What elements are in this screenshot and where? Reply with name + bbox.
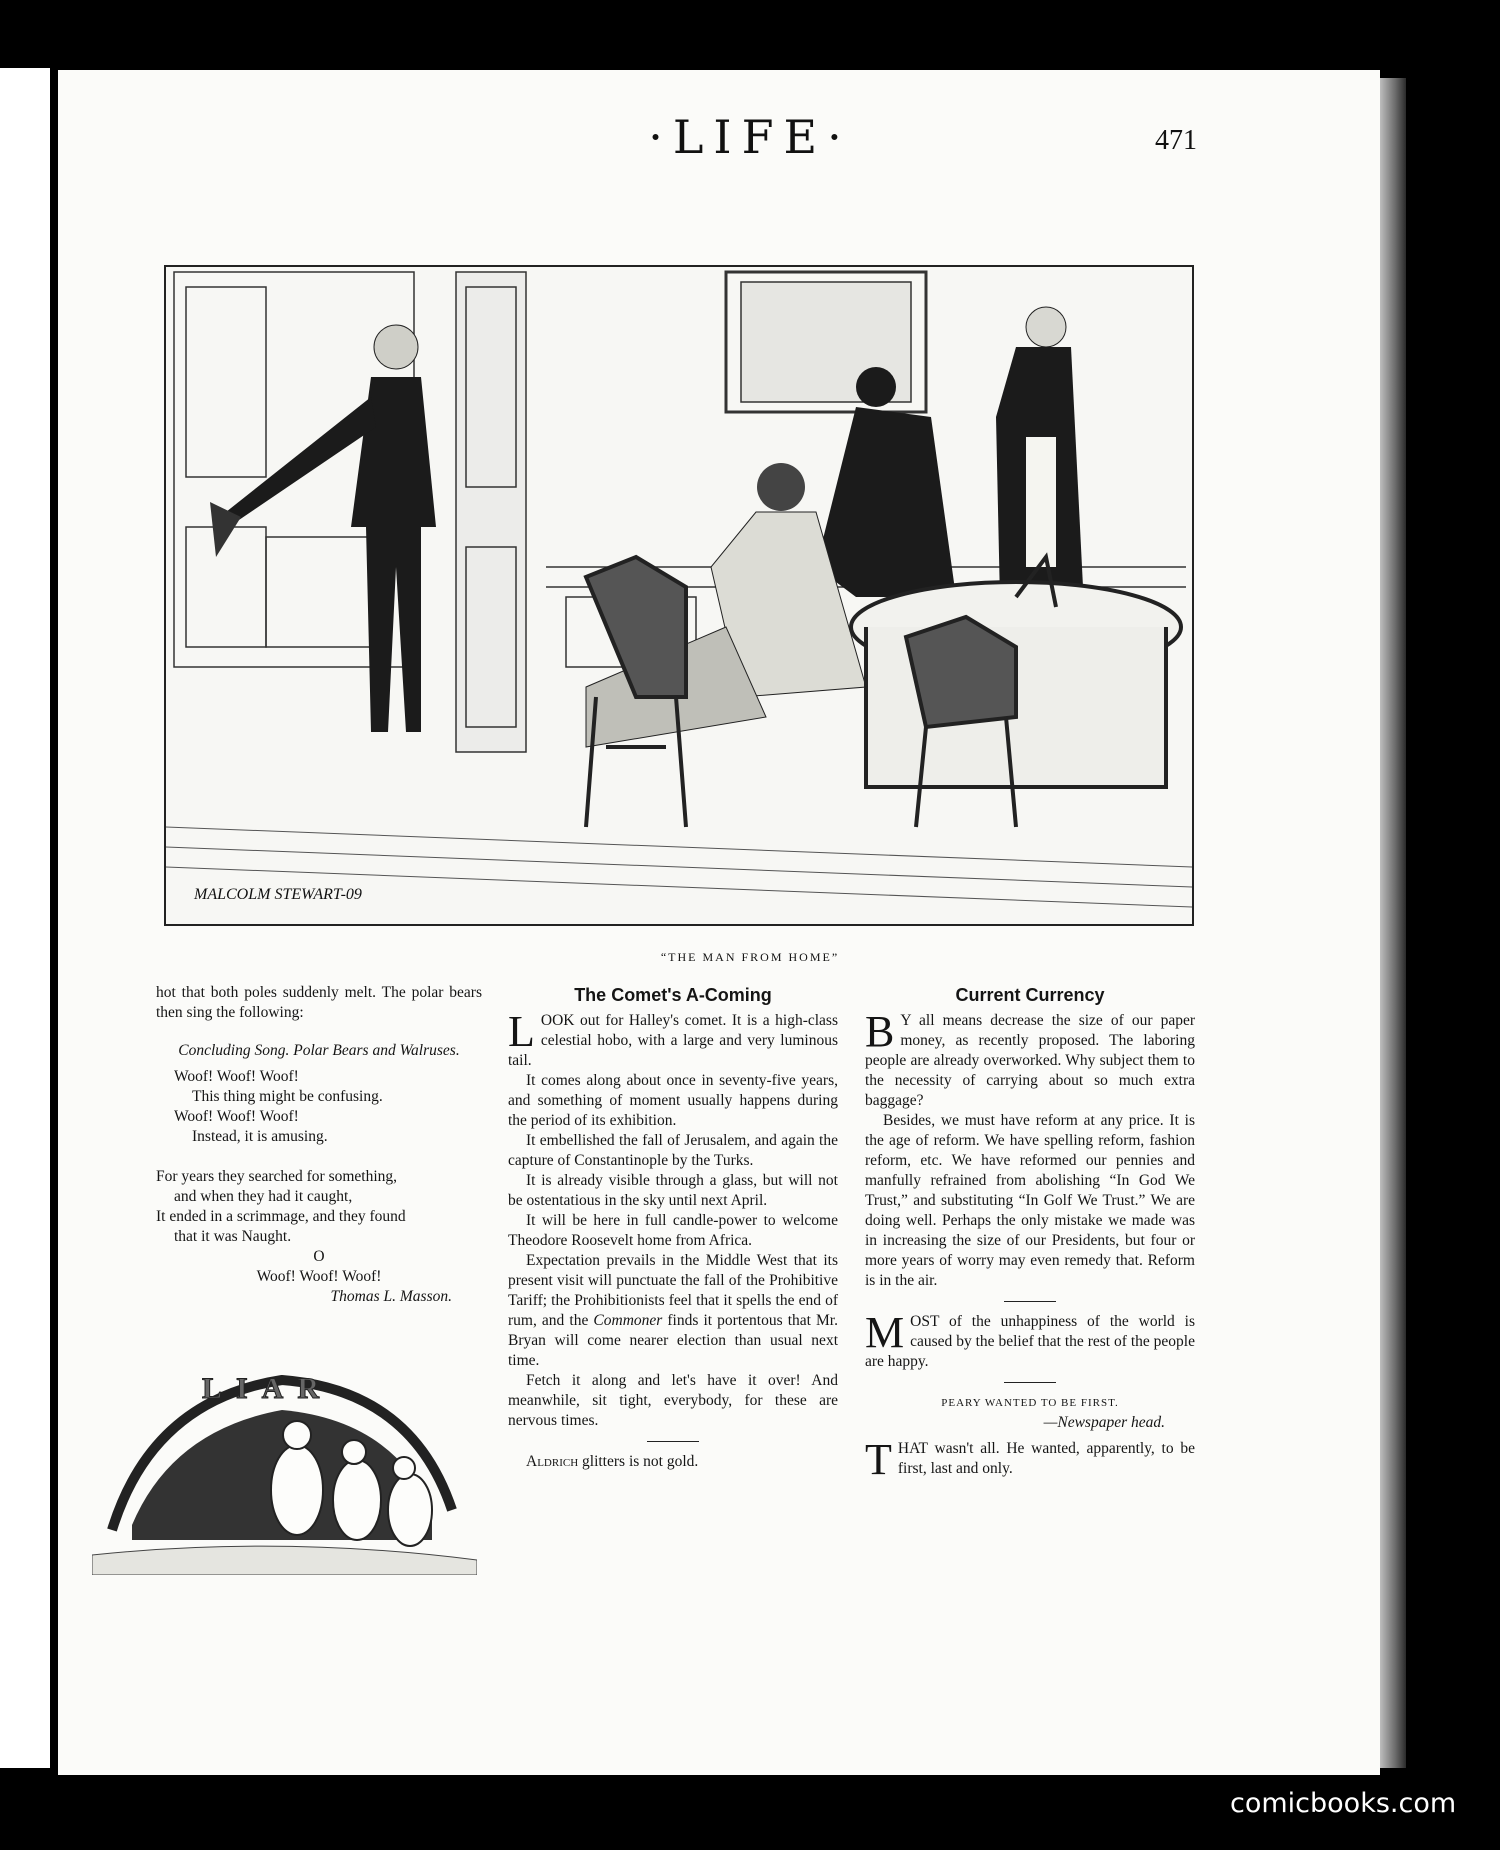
divider-rule <box>1004 1382 1056 1383</box>
column-poem <box>156 983 482 1307</box>
vignette-sign: LIAR <box>202 1372 334 1405</box>
verse-line: Woof! Woof! Woof! <box>256 1268 382 1285</box>
comet-paragraph: It will be here in full candle-power to welcome Theodore Roosevelt home from Africa. <box>508 1212 838 1249</box>
verse-line: Instead, it is amusing. <box>192 1128 328 1145</box>
commoner-title: Commoner <box>593 1312 663 1329</box>
article-heading-currency: Current Currency <box>955 985 1105 1005</box>
dropcap: L <box>508 1007 535 1056</box>
currency-paragraph: Besides, we must have reform at any price. It is the age of reform. We have spelling reform, fashion reform, etc. We have reformed our pennies and manfully refrained from abolishing “In God We Trust,” and substituting “In Golf We Trust.” We are doing well. Perhaps the only mistake we made was in increasing the size of our Presidents, but four or more years of worry may even remedy that. Reform is in the air. <box>865 1112 1195 1289</box>
poem-intro: hot that both poles suddenly melt. The polar bears then sing the following: <box>156 984 482 1021</box>
unhappiness-paragraph: OST of the unhappiness of the world is caused by the belief that the rest of the people are happy. <box>865 1313 1195 1370</box>
verse-line: For years they searched for something, <box>156 1168 398 1185</box>
column-comet <box>508 985 838 1472</box>
masthead-title: ·LIFE· <box>648 110 852 164</box>
comet-paragraph: It comes along about once in seventy-five years, and something of moment usually happens during the period of its exhibition. <box>508 1072 838 1129</box>
newspaper-attribution: —Newspaper head. <box>1043 1414 1165 1431</box>
verse-line: Woof! Woof! Woof! <box>174 1068 299 1085</box>
column-currency <box>865 985 1195 1484</box>
facing-page-edge <box>0 68 50 1768</box>
divider-rule <box>647 1441 699 1442</box>
verse-line: O <box>313 1248 325 1265</box>
main-illustration <box>164 265 1194 926</box>
dropcap: M <box>865 1308 905 1357</box>
comet-paragraph: It embellished the fall of Jerusalem, and again the capture of Constantinople by the Turks. <box>508 1132 838 1169</box>
verse-line: Woof! Woof! Woof! <box>174 1108 299 1125</box>
comet-text: Expectation prevails in the Middle West that its present visit will punctuate the fall of the Prohibitive Tariff; the Prohibitionists feel that it spells the end of rum, and the <box>508 1252 838 1329</box>
poem-author: Thomas L. Masson. <box>330 1288 452 1305</box>
divider-rule <box>1004 1301 1056 1302</box>
comet-paragraph: It is already visible through a glass, but will not be ostentatious in the sky until next April. <box>508 1172 838 1209</box>
aldrich-text: glitters is not gold. <box>578 1453 699 1470</box>
page-number: 471 <box>1155 125 1197 156</box>
comet-paragraph <box>508 1251 838 1371</box>
polar-bear-vignette <box>92 1340 477 1575</box>
article-heading-comet: The Comet's A-Coming <box>574 985 772 1005</box>
peary-headline: PEARY WANTED TO BE FIRST. <box>941 1397 1119 1409</box>
comet-text: finds it portentous that Mr. Bryan will come nearer election than usual next time. <box>508 1312 838 1369</box>
artist-signature: MALCOLM STEWART-09 <box>194 886 362 903</box>
comet-paragraph: Fetch it along and let's have it over! And meanwhile, sit tight, everybody, for these are nervous times. <box>508 1372 838 1429</box>
aldrich-name: Aldrich <box>526 1453 579 1470</box>
verse-line: It ended in a scrimmage, and they found <box>156 1208 406 1225</box>
dropcap: B <box>865 1007 895 1056</box>
stanza-2 <box>156 1167 482 1287</box>
comet-paragraph: OOK out for Halley's comet. It is a high-class celestial hobo, with a large and very luminous tail. <box>508 1012 838 1069</box>
dining-room-scene <box>166 267 1192 924</box>
dropcap: T <box>865 1435 892 1484</box>
verse-line: This thing might be confusing. <box>192 1088 383 1105</box>
currency-paragraph: Y all means decrease the size of our paper money, as recently proposed. The laboring people are already overworked. Why subject them to the necessity of carrying about so much extra baggage? <box>865 1012 1195 1109</box>
verse-title: Concluding Song. Polar Bears and Walruses. <box>178 1042 460 1059</box>
verse-line: that it was Naught. <box>174 1228 292 1245</box>
peary-paragraph: HAT wasn't all. He wanted, apparently, to be first, last and only. <box>897 1440 1195 1477</box>
verse-line: and when they had it caught, <box>174 1188 353 1205</box>
stanza-1 <box>156 1067 482 1147</box>
site-watermark: comicbooks.com <box>1230 1788 1457 1819</box>
aldrich-quip <box>508 1452 838 1472</box>
illustration-caption: “THE MAN FROM HOME” <box>660 950 840 964</box>
page-stack-edge <box>1380 78 1406 1768</box>
